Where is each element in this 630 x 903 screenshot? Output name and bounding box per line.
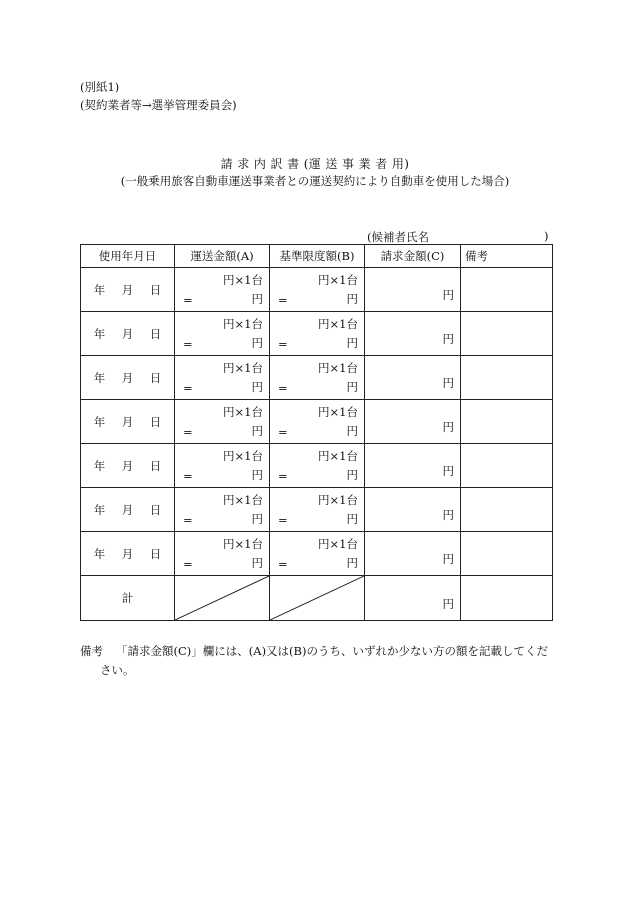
equals-sign: =	[278, 469, 288, 483]
breakdown-table	[80, 244, 553, 621]
year-label: 年	[93, 458, 106, 473]
claim-cell[interactable]	[365, 444, 461, 488]
unit-label: 円×1台	[318, 361, 358, 375]
day-label: 日	[149, 370, 162, 385]
yen-label: 円	[251, 380, 263, 394]
yen-label: 円	[251, 556, 263, 570]
remarks-label: 備考	[80, 644, 103, 658]
remarks-cell[interactable]	[461, 488, 553, 532]
route-label: (契約業者等→選挙管理委員会)	[80, 98, 237, 112]
year-label: 年	[93, 282, 106, 297]
month-label: 月	[121, 370, 134, 385]
equals-sign: =	[183, 513, 193, 527]
table-header-row	[81, 245, 553, 268]
equals-sign: =	[278, 381, 288, 395]
equals-sign: =	[183, 469, 193, 483]
month-label: 月	[121, 502, 134, 517]
yen-label: 円	[442, 464, 454, 478]
unit-label: 円×1台	[223, 361, 263, 375]
header-date: 使用年月日	[81, 245, 175, 268]
yen-label: 円	[251, 424, 263, 438]
remarks-cell[interactable]	[461, 444, 553, 488]
yen-label: 円	[346, 556, 358, 570]
header-fare: 運送金額(A)	[175, 245, 270, 268]
yen-label: 円	[346, 336, 358, 350]
month-label: 月	[121, 546, 134, 561]
yen-label: 円	[442, 420, 454, 434]
yen-label: 円	[346, 292, 358, 306]
unit-label: 円×1台	[318, 449, 358, 463]
yen-label: 円	[251, 468, 263, 482]
day-label: 日	[149, 282, 162, 297]
remarks-cell[interactable]	[461, 356, 553, 400]
total-limit-cell	[270, 576, 365, 621]
month-label: 月	[121, 414, 134, 429]
claim-cell[interactable]	[365, 268, 461, 312]
remarks-cell[interactable]	[461, 532, 553, 576]
yen-label: 円	[442, 288, 454, 302]
equals-sign: =	[183, 293, 193, 307]
unit-label: 円×1台	[318, 493, 358, 507]
unit-label: 円×1台	[318, 537, 358, 551]
total-row	[81, 576, 553, 621]
yen-label: 円	[442, 597, 454, 611]
fare-cell[interactable]	[175, 268, 270, 312]
month-label: 月	[121, 326, 134, 341]
day-label: 日	[149, 414, 162, 429]
date-cell[interactable]	[81, 444, 175, 488]
remarks-continuation: さい。	[100, 663, 135, 677]
day-label: 日	[149, 326, 162, 341]
limit-cell[interactable]	[270, 488, 365, 532]
diagonal-strike	[175, 576, 269, 620]
remarks-cell[interactable]	[461, 400, 553, 444]
header-remarks: 備考	[461, 245, 553, 268]
fare-cell[interactable]	[175, 356, 270, 400]
date-cell[interactable]	[81, 532, 175, 576]
limit-cell[interactable]	[270, 312, 365, 356]
yen-label: 円	[251, 336, 263, 350]
year-label: 年	[93, 502, 106, 517]
claim-cell[interactable]	[365, 532, 461, 576]
date-cell[interactable]	[81, 356, 175, 400]
year-label: 年	[93, 546, 106, 561]
yen-label: 円	[346, 424, 358, 438]
yen-label: 円	[442, 508, 454, 522]
unit-label: 円×1台	[318, 317, 358, 331]
equals-sign: =	[183, 337, 193, 351]
candidate-name-label: (候補者氏名	[367, 230, 429, 244]
unit-label: 円×1台	[223, 537, 263, 551]
equals-sign: =	[278, 337, 288, 351]
claim-cell[interactable]	[365, 312, 461, 356]
total-label-cell	[81, 576, 175, 621]
date-cell[interactable]	[81, 488, 175, 532]
equals-sign: =	[278, 425, 288, 439]
total-label: 計	[121, 591, 134, 605]
table-row	[81, 400, 553, 444]
yen-label: 円	[442, 332, 454, 346]
unit-label: 円×1台	[223, 273, 263, 287]
unit-label: 円×1台	[223, 405, 263, 419]
day-label: 日	[149, 546, 162, 561]
yen-label: 円	[346, 468, 358, 482]
yen-label: 円	[251, 512, 263, 526]
limit-cell[interactable]	[270, 532, 365, 576]
equals-sign: =	[183, 557, 193, 571]
remarks-text: 「請求金額(C)」欄には、(A)又は(B)のうち、いずれか少ない方の額を記載してくだ	[116, 644, 548, 658]
equals-sign: =	[278, 557, 288, 571]
day-label: 日	[149, 502, 162, 517]
unit-label: 円×1台	[223, 493, 263, 507]
equals-sign: =	[183, 381, 193, 395]
candidate-name-close: )	[544, 229, 549, 243]
yen-label: 円	[346, 380, 358, 394]
total-remarks-cell[interactable]	[461, 576, 553, 621]
year-label: 年	[93, 414, 106, 429]
table-row	[81, 356, 553, 400]
table-row	[81, 532, 553, 576]
unit-label: 円×1台	[318, 273, 358, 287]
document-subtitle: (一般乗用旅客自動車運送事業者との運送契約により自動車を使用した場合)	[120, 174, 510, 188]
unit-label: 円×1台	[223, 449, 263, 463]
date-cell[interactable]	[81, 268, 175, 312]
equals-sign: =	[183, 425, 193, 439]
day-label: 日	[149, 458, 162, 473]
fare-cell[interactable]	[175, 444, 270, 488]
fare-cell[interactable]	[175, 488, 270, 532]
table-row	[81, 488, 553, 532]
table-row	[81, 444, 553, 488]
limit-cell[interactable]	[270, 268, 365, 312]
claim-cell[interactable]	[365, 356, 461, 400]
unit-label: 円×1台	[223, 317, 263, 331]
limit-cell[interactable]	[270, 444, 365, 488]
fare-cell[interactable]	[175, 400, 270, 444]
claim-cell[interactable]	[365, 400, 461, 444]
month-label: 月	[121, 458, 134, 473]
document-title: 請 求 内 訳 書 (運 送 事 業 者 用)	[220, 157, 410, 171]
equals-sign: =	[278, 513, 288, 527]
yen-label: 円	[251, 292, 263, 306]
remarks-cell[interactable]	[461, 268, 553, 312]
year-label: 年	[93, 326, 106, 341]
table-row	[81, 268, 553, 312]
yen-label: 円	[442, 376, 454, 390]
total-claim-cell[interactable]	[365, 576, 461, 621]
header-limit: 基準限度額(B)	[270, 245, 365, 268]
equals-sign: =	[278, 293, 288, 307]
date-cell[interactable]	[81, 400, 175, 444]
year-label: 年	[93, 370, 106, 385]
yen-label: 円	[346, 512, 358, 526]
claim-cell[interactable]	[365, 488, 461, 532]
remarks-cell[interactable]	[461, 312, 553, 356]
table-row	[81, 312, 553, 356]
fare-cell[interactable]	[175, 312, 270, 356]
month-label: 月	[121, 282, 134, 297]
annex-label: (別紙1)	[80, 80, 120, 94]
fare-cell[interactable]	[175, 532, 270, 576]
unit-label: 円×1台	[318, 405, 358, 419]
header-claim: 請求金額(C)	[365, 245, 461, 268]
date-cell[interactable]	[81, 312, 175, 356]
limit-cell[interactable]	[270, 356, 365, 400]
total-fare-cell	[175, 576, 270, 621]
limit-cell[interactable]	[270, 400, 365, 444]
diagonal-strike	[270, 576, 364, 620]
yen-label: 円	[442, 552, 454, 566]
